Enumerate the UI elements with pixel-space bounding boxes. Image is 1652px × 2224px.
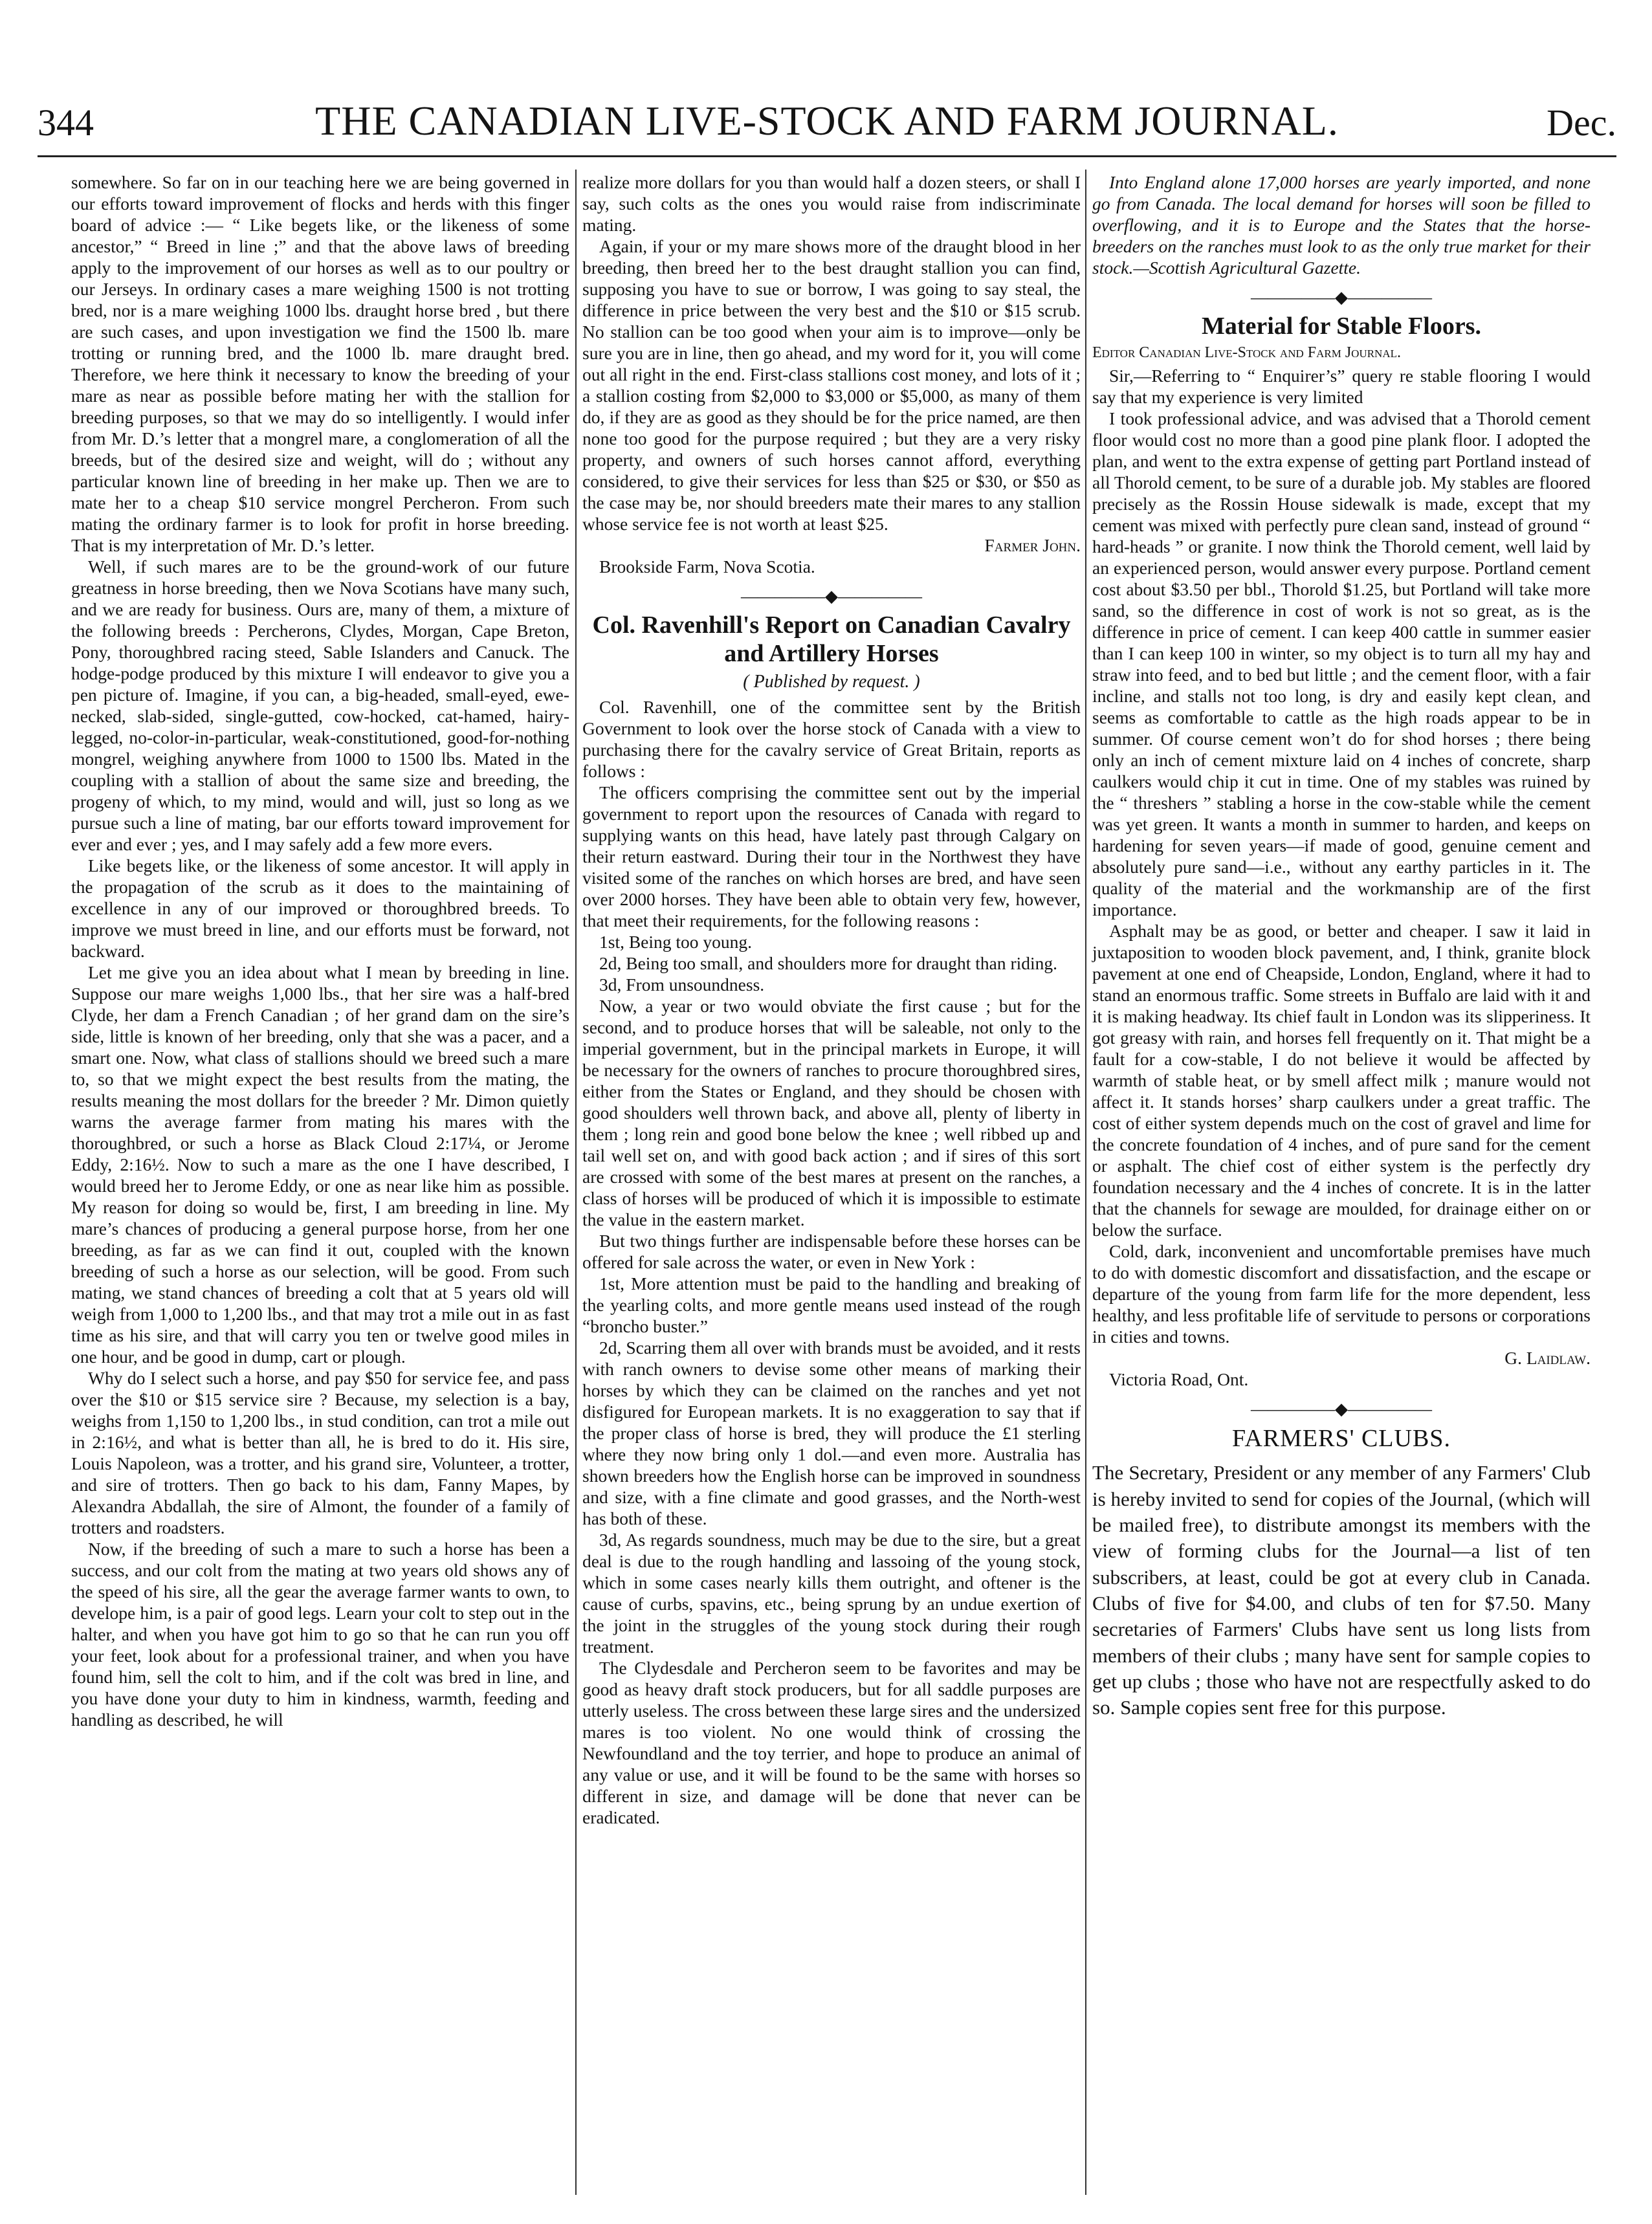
paragraph: 3d, As regards soundness, much may be due to the sire, but a great deal is due to the rough handling and lassoing of the young stock, which in some cases nearly kills them outright, and oftener is the cause of curbs, spavins, etc., being sprung by an undue exertion of the joint in the struggles of the young stock during their rough treatment. xyxy=(582,1530,1081,1657)
paragraph: I took professional advice, and was advised that a Thorold cement floor would cost no more than a good pine plank floor. I adopted the plan, and went to the extra expense of getting part Portland instead of all Thorold cement, to be sure of a durable job. My stables are floored precisely as the Rossin House sidewalk is made, except that my cement was mixed with perfectly pure clean sand, instead of ground “ hard-heads ” or granite. I now think the Thorold cement, well laid by an experienced person, would answer every purpose. Portland cement cost about $3.50 per bbl., Thorold $1.25, but Portland will take more sand, so the difference in cost of work is not so great, as is the difference in price of cement. I can keep 400 cattle in summer easier than I can keep 100 in winter, so my object is to turn all my hay and straw into feed, and to bed but little ; and the cement floor, with a fair incline, and stalls not too long, is dry and easily kept clean, and seems as comfortable to cattle as the high roads appear to be in summer. Of course cement won’t do for shod horses ; there being only an inch of cement mixture laid on 4 inches of concrete, sharp caulkers would chip it cut in time. One of my stables was ruined by the “ threshers ” stabling a horse in the cow-stable while the cement was yet green. It wants a month in summer to harden, and keeps on hardening for seven years—if made of good, genuine cement and absolutely pure sand—i.e., without any earthy particles in it. The quality of the material and the workmanship are of the first importance. xyxy=(1092,408,1591,919)
paragraph: 3d, From unsoundness. xyxy=(599,974,765,995)
paragraph: Asphalt may be as good, or better and cheaper. I saw it laid in juxtaposition to wooden block pavement, and, I think, granite block pavement at one end of Cheapside, London, England, where it had to stand an enormous traffic. Some streets in Buffalo are laid with it and it is making headway. Its chief fault in London was its slipperiness. It got greasy with rain, and horses fell frequently on it. That might be a fault for a cow-stable, I do not believe it would be affected by warmth of stable heat, or by smell affect milk ; manure would not affect it. It stands horses’ sharp caulkers under a great traffic. The cost of either system depends much on the cost of gravel and lime for the concrete foundation of 4 inches, and of pure sand for the cement or asphalt. The chief cost of either system is the perfectly dry foundation necessary and the 4 inches of concrete. It is in the latter that the channels for sewage are moulded, for drainage either on or below the surface. xyxy=(1092,920,1591,1240)
author-location: Victoria Road, Ont. xyxy=(1109,1369,1249,1389)
page-number: 344 xyxy=(38,102,94,144)
paragraph: Col. Ravenhill, one of the committee sent by the British Government to look over the horse stock of Canada with a view to purchasing there for the cavalry service of Great Britain, reports as follows : xyxy=(582,697,1081,782)
paragraph: Well, if such mares are to be the ground-work of our future greatness in horse breeding, then we Nova Scotians have many such, and we are ready for business. Ours are, many of them, a mixture of the following breeds : Percherons, Clydes, Morgan, Cape Breton, Pony, thoroughbred racing steed, Sable Islanders and Canuck. The hodge-podge produced by this mixture I will endeavor to give you a pen picture of. Imagine, if you can, a big-headed, small-eyed, ewe-necked, slab-sided, single-gutted, cow-hocked, cat-hamed, hairy-legged, no-color-in-particular, weak-constitutioned, good-for-nothing mongrel, weighing anywhere from 1000 to 1500 lbs. Mated in the coupling with a stallion of about the same size and breeding, the progeny of which, to my mind, would and will, just so long as we pursue such a line of mating, bar our efforts toward improvement for ever and ever ; yes, and I may safely add a few more evers. xyxy=(71,556,569,854)
article-heading-stable-floors: Material for Stable Floors. xyxy=(1202,313,1481,340)
farmers-clubs-heading: FARMERS' CLUBS. xyxy=(1232,1424,1451,1452)
paragraph: Now, if the breeding of such a mare to such a horse has been a success, and our colt from the mating at two years old shows any of the speed of his sire, all the gear the average farmer wants to own, to develope him, is a pair of good legs. Learn your colt to step out in the halter, and when you have got him to go so that he can run you off your feet, look about for a professional trainer, and when you have found him, sell the colt to him, and if the colt was bred in line, and you have done your duty to him in kindness, warmth, feeding and handling as described, he will xyxy=(71,1539,569,1730)
article-heading-ravenhill: Col. Ravenhill's Report on Canadian Cavalry and Artillery Horses xyxy=(592,611,1071,667)
article-subheading: ( Published by request. ) xyxy=(743,671,920,692)
paragraph: But two things further are indispensable before these horses can be offered for sale across the water, or even in New York : xyxy=(582,1231,1081,1273)
column-divider xyxy=(1085,170,1086,2195)
issue-month: Dec. xyxy=(1547,102,1616,144)
page-header xyxy=(38,97,1616,149)
paragraph: realize more dollars for you than would half a dozen steers, or shall I say, such colts as the ones you would raise from indiscriminate mating. xyxy=(582,172,1081,235)
paragraph: Into England alone 17,000 horses are yearly imported, and none go from Canada. The local demand for horses will soon be filled to overflowing, and it is to Europe and the States that the horse-breeders on the ranches must look to as the only true market for their stock.—Scottish Agricultural Gazette. xyxy=(1092,172,1591,278)
paragraph: 1st, More attention must be paid to the handling and breaking of the yearling colts, and more gentle means used instead of the rough “broncho buster.” xyxy=(582,1273,1081,1337)
author-signature: Farmer John. xyxy=(984,535,1081,555)
farmers-clubs-notice: The Secretary, President or any member of any Farmers' Club is hereby invited to send for copies of the Journal, (which will be mailed free), to distribute amongst its members with the view of forming clubs for the Journal—a list of ten subscribers, at least, could be got at every club in Canada. Clubs of five for $4.00, and clubs of ten for $7.50. Many secretaries of Farmers' Clubs have sent us long lists from members of their clubs ; many have sent for sample copies to get up clubs ; those who have not are respectfully asked to do so. Sample copies sent free for this purpose. xyxy=(1092,1461,1591,1719)
column-divider xyxy=(575,170,577,2195)
section-divider-ornament: —————◆————— xyxy=(741,587,922,606)
paragraph: Now, a year or two would obviate the first cause ; but for the second, and to produce horses that will be saleable, not only to the imperial government, but in the principal markets in Europe, it will be necessary for the owners of ranches to procure thoroughbred sires, either from the States or England, and they should be chosen with good shoulders well thrown back, and above all, plenty of liberty in them ; long rein and good bone below the knee ; well ribbed up and tail well set on, and with good back action ; and if sires of this sort are crossed with some of the best mares at present on the ranches, a class of horses will be produced of which it is impossible to estimate the value in the eastern market. xyxy=(582,996,1081,1230)
paragraph: The Clydesdale and Percheron seem to be favorites and may be good as heavy draft stock producers, but for all saddle purposes are utterly useless. The cross between these large sires and the undersized mares is too violent. No one would think of crossing the Newfoundland and the toy terrier, and hope to produce an animal of any value or use, and it will be found to be the same with horses so different in size, and damage will be done that never can be eradicated. xyxy=(582,1658,1081,1828)
column-middle xyxy=(582,171,1081,1828)
paragraph: The officers comprising the committee sent out by the imperial government to report upon the resources of Canada with regard to supplying wants on this head, have lately past through Calgary on their return eastward. During their tour in the Northwest they have visited some of the ranches on which horses are bred, and have seen over 2000 horses. They have been able to obtain very few, however, that meet their requirements, for the following reasons : xyxy=(582,782,1081,931)
journal-title: THE CANADIAN LIVE-STOCK AND FARM JOURNAL. xyxy=(315,98,1339,144)
author-location: Brookside Farm, Nova Scotia. xyxy=(599,556,815,577)
paragraph: Let me give you an idea about what I mean by breeding in line. Suppose our mare weighs 1,000 lbs., that her sire was a half-bred Clyde, her dam a French Canadian ; of her grand dam on the sire’s side, little is known of her breeding, only that she was a pacer, and a smart one. Now, what class of stallions should we breed such a mare to, so that we might expect the best results from the mating, the results meaning the most dollars for the breeder ? Mr. Dimon quietly warns the average farmer from mating his mares with the thoroughbred, or such a horse as Black Cloud 2:17¼, or Jerome Eddy, 2:16½. Now to such a mare as the one I have described, I would breed her to Jerome Eddy, or one as near like him as possible. My reason for doing so would be, first, I am breeding in line. My mare’s chances of producing a general purpose horse, from her one breeding, as far as we can find it out, coupled with the known breeding of such a horse as our selection, will be good. From such mating, we stand chances of breeding a colt that at 5 years old will weigh from 1,000 to 1,200 lbs., and that may trot a mile out in as fast time as his sire, and that will carry you ten or twelve good miles in one hour, and be good in dump, cart or plough. xyxy=(71,962,569,1367)
paragraph: Again, if your or my mare shows more of the draught blood in her breeding, then breed her to the best draught stallion you can find, supposing you have to sue or borrow, I was going to say steal, the difference in price between the very best and the $10 or $15 scrub. No stallion can be too good when your aim is to improve—only be sure you are in line, then go ahead, and my word for it, you will come out all right in the end. First-class stallions cost money, and lots of it ; a stallion costing from $2,000 to $3,000 or $5,000, as many of them do, if they are as good as they should be for the price named, are then none too good for the purpose required ; but they are a very risky property, and owners of such horses cannot afford, everything considered, to give their services for less than $25 or $30, or $50 as the case may be, nor should breeders mate their mares to any stallion whose service fee is not worth at least $25. xyxy=(582,236,1081,534)
paragraph: 2d, Scarring them all over with brands must be avoided, and it rests with ranch owners to devise some other means of marking their horses by which they can be claimed on the ranches and yet not disfigured for European markets. It is no exaggeration to say that if the proper class of horse is bred, they will produce the £1 sterling where they now bring only 1 dol.—and even more. Australia has shown breeders how the English horse can be improved in soundness and size, with a fine climate and good grasses, and the North-west has both of these. xyxy=(582,1338,1081,1529)
author-signature: G. Laidlaw. xyxy=(1504,1347,1591,1368)
column-left xyxy=(71,171,569,1730)
header-rule xyxy=(38,155,1616,157)
paragraph: 1st, Being too young. xyxy=(599,932,753,952)
section-divider-ornament: —————◆————— xyxy=(1251,288,1432,307)
column-right xyxy=(1092,171,1591,1721)
paragraph: Sir,—Referring to “ Enquirer’s” query re stable flooring I would say that my experience is very limited xyxy=(1092,365,1591,407)
editor-address: Editor Canadian Live-Stock and Farm Journal. xyxy=(1092,344,1401,361)
paragraph: Like begets like, or the likeness of some ancestor. It will apply in the propagation of the scrub as it does to the maintaining of excellence in any of our improved or thoroughbred breeds. To improve we must breed in line, and our efforts must be forward, not backward. xyxy=(71,855,569,961)
section-divider-ornament: —————◆————— xyxy=(1251,1399,1432,1418)
paragraph: 2d, Being too small, and shoulders more for draught than riding. xyxy=(599,953,1058,974)
paragraph: somewhere. So far on in our teaching here we are being governed in our efforts toward improvement of flocks and herds with this finger board of advice :— “ Like begets like, or the likeness of some ancestor,” “ Breed in line ;” and that the above laws of breeding apply to the improvement of our horses as well as to our poultry or our Jerseys. In ordinary cases a mare weighing 1500 is not trotting bred, nor is a mare weighing 1000 lbs. draught horse bred , but there are such cases, and upon investigation we find the 1500 lb. mare trotting or running bred, and the 1000 lb. mare draught bred. Therefore, we here think it necessary to know the breeding of your mare as near as possible before mating her with the stallion for breeding purposes, so that we may do so intelligently. I would infer from Mr. D.’s letter that a mongrel mare, a conglomeration of all the breeds, but of the desired size and weight, will do ; without any particular known line of breeding in her make up. Then we are to mate her to a cheap $10 service mongrel Percheron. From such mating the ordinary farmer is to look for profit in horse breeding. That is my interpretation of Mr. D.’s letter. xyxy=(71,172,569,555)
paragraph: Why do I select such a horse, and pay $50 for service fee, and pass over the $10 or $15 service sire ? Because, my selection is a bay, weighs from 1,150 to 1,200 lbs., in stud condition, can trot a mile out in 2:16½, and what is better than all, he is bred to do it. His sire, Louis Napoleon, was a trotter, and his grand sire, Volunteer, a trotter, and sire of trotters. Then go back to his dam, Fanny Mapes, by Alexandra Abdallah, the sire of Almont, the founder of a family of trotters and roadsters. xyxy=(71,1368,569,1537)
paragraph: Cold, dark, inconvenient and uncomfortable premises have much to do with domestic discomfort and dissatisfaction, and the escape or departure of the young from farm life for the more dependent, less healthy, and less profitable life of servitude to persons or corporations in cities and towns. xyxy=(1092,1240,1591,1347)
